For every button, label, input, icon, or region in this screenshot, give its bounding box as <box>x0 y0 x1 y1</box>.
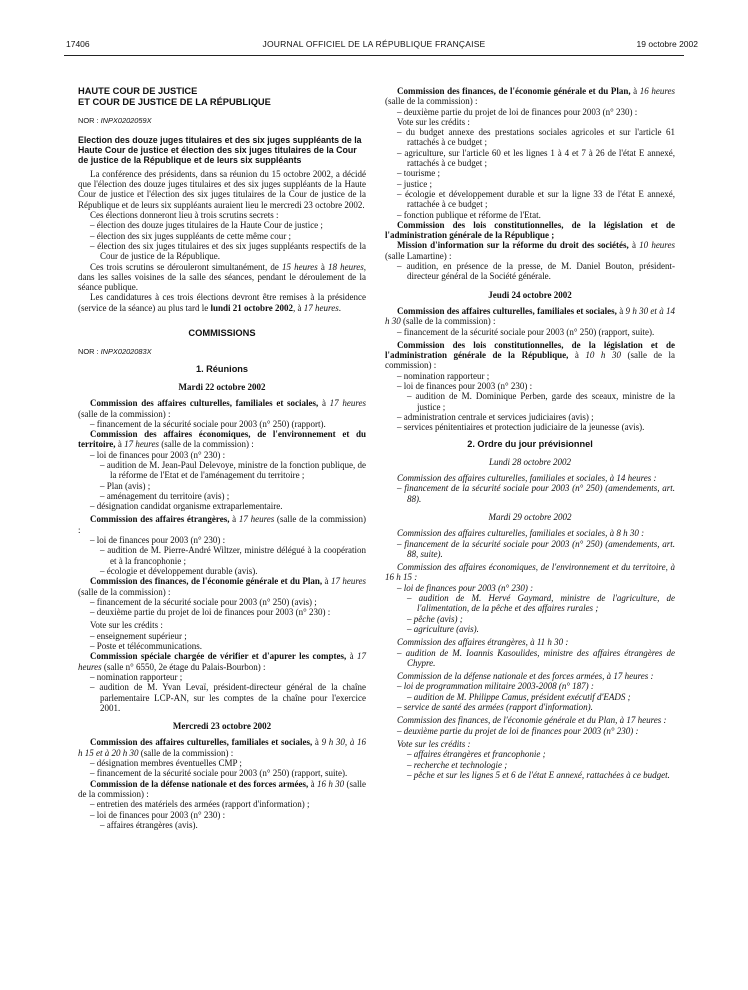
list-item: – Plan (avis) ; <box>100 480 151 491</box>
list-item: – écologie et développement durable et sur la ligne 33 de l'état E annexé, rattachée à ce budget ; <box>397 188 675 210</box>
list-item: – tourisme ; <box>397 168 440 179</box>
left-column <box>78 86 366 830</box>
vote-label: Vote sur les crédits : <box>90 620 163 631</box>
list-item: – élection des six juges titulaires et des six juges suppléants respectifs de la Cour de justice de la République. <box>90 240 366 262</box>
commission-entry: Commission des affaires culturelles, familiales et sociales, à 9 h 30 et à 14 h 30 (salle de la commission) : <box>385 305 675 327</box>
list-item: – entretien des matériels des armées (rapport d'information) ; <box>90 799 310 810</box>
list-item: – loi de finances pour 2003 (n° 230) : <box>90 809 226 820</box>
list-item: – deuxième partie du projet de loi de finances pour 2003 (n° 230) : <box>397 725 639 736</box>
commission-entry: Commission des finances, de l'économie générale et du Plan, à 17 heures : <box>397 715 667 726</box>
list-item: – fonction publique et réforme de l'Etat. <box>397 209 541 220</box>
commission-entry: Commission des affaires culturelles, familiales et sociales, à 8 h 30 : <box>397 528 645 539</box>
commission-entry: Commission des finances, de l'économie générale et du Plan, à 16 heures (salle de la commission) : <box>385 86 675 107</box>
header-rule <box>64 55 684 56</box>
list-item: – pêche et sur les lignes 5 et 6 de l'état E annexé, rattachées à ce budget. <box>407 769 670 780</box>
commissions-heading: COMMISSIONS <box>188 328 256 339</box>
list-item: – désignation candidat organisme extraparlementaire. <box>90 501 283 512</box>
commission-entry: Mission d'information sur la réforme du droit des sociétés, à 10 heures (salle Lamartine) : <box>385 240 675 261</box>
list-item: – aménagement du territoire (avis) ; <box>100 490 230 501</box>
day-heading: Mardi 29 octobre 2002 <box>488 511 572 522</box>
list-item: – affaires étrangères et francophonie ; <box>407 749 546 760</box>
paragraph: Les candidatures à ces trois élections devront être remises à la présidence (service de la séance) au plus tard le lundi 21 octobre 2002, à 17 heures. <box>78 292 366 313</box>
list-item: – désignation membres éventuelles CMP ; <box>90 758 242 769</box>
subsection-heading: 2. Ordre du jour prévisionnel <box>467 438 593 449</box>
commission-entry: Commission des affaires culturelles, familiales et sociales, à 14 heures : <box>397 473 657 484</box>
list-item: – loi de finances pour 2003 (n° 230) : <box>90 449 226 460</box>
list-item: – financement de la sécurité sociale pour 2003 (n° 250) (avis) ; <box>90 596 317 607</box>
section-heading: HAUTE COUR DE JUSTICE <box>78 86 198 96</box>
list-item: – élection des douze juges titulaires de la Haute Cour de justice ; <box>90 220 323 231</box>
commission-entry: Commission de la défense nationale et des forces armées, à 17 heures : <box>397 671 654 682</box>
paragraph: La conférence des présidents, dans sa réunion du 15 octobre 2002, a décidé que l'élection des douze juges titulaires et des six juges suppléants de la Haute Cour de justice et l'élection des six juges titulaires de la Cour de justice de la République et de leurs six suppléants auraient lieu le mercredi 23 octobre 2002. <box>78 168 366 210</box>
list-item: – administration centrale et services judiciaires (avis) ; <box>397 411 594 422</box>
list-item: – audition de M. Pierre-André Wiltzer, ministre délégué à la coopération et à la francophonie ; <box>100 545 366 566</box>
list-item: – recherche et technologie ; <box>407 759 508 770</box>
vote-label: Vote sur les crédits : <box>397 738 471 749</box>
list-item: – audition de M. Yvan Levaï, président-directeur général de la chaîne parlementaire LCP-AN, sur les comptes de la chaîne pour l'exercice 2001. <box>90 682 366 713</box>
journal-title: JOURNAL OFFICIEL DE LA RÉPUBLIQUE FRANÇAISE <box>262 39 486 49</box>
paragraph: Ces élections donneront lieu à trois scrutins secrets : <box>90 210 279 221</box>
page-number: 17406 <box>66 39 90 49</box>
day-heading: Lundi 28 octobre 2002 <box>489 456 571 467</box>
list-item: – pêche (avis) ; <box>407 613 463 624</box>
list-item: – loi de finances pour 2003 (n° 230) : <box>397 582 534 593</box>
vote-label: Vote sur les crédits : <box>397 116 470 127</box>
day-heading: Mercredi 23 octobre 2002 <box>172 721 272 732</box>
list-item: – écologie et développement durable (avis). <box>100 565 258 576</box>
list-item: – services pénitentiaires et protection judiciaire de la jeunesse (avis). <box>397 422 645 433</box>
subsection-heading: 1. Réunions <box>195 363 249 374</box>
commission-entry: Commission des affaires économiques, de l'environnement et du territoire, à 17 heures (salle de la commission) : <box>78 429 366 450</box>
list-item: – nomination rapporteur ; <box>90 671 183 682</box>
list-item: – nomination rapporteur ; <box>397 370 490 381</box>
article-title: Election des douze juges titulaires et des six juges suppléants de la Haute Cour de justice et élection des six juges titulaires de la Cour de justice de la République et de leurs six suppléants <box>78 135 362 166</box>
day-heading: Mardi 22 octobre 2002 <box>178 381 266 392</box>
commission-entry: Commission spéciale chargée de vérifier et d'apurer les comptes, à 17 heures (salle n° 6550, 2e étage du Palais-Bourbon) : <box>78 651 367 672</box>
commission-entry: Commission des affaires étrangères, à 11 h 30 : <box>397 637 569 648</box>
page-header <box>0 39 748 53</box>
list-item: – loi de finances pour 2003 (n° 230) : <box>90 535 226 546</box>
list-item: – justice ; <box>397 178 432 189</box>
commission-entry: Commission de la défense nationale et des forces armées, à 16 h 30 (salle de la commission) : <box>78 778 367 799</box>
commission-entry: Commission des affaires culturelles, familiales et sociales, à 9 h 30, à 16 h 15 et à 20 h 30 (salle de la commission) : <box>78 737 367 758</box>
commission-entry: Commission des lois constitutionnelles, de la législation et de l'administration générale de la République ; <box>385 219 675 241</box>
day-heading: Jeudi 24 octobre 2002 <box>488 289 572 300</box>
list-item: – loi de finances pour 2003 (n° 230) : <box>397 381 533 392</box>
commission-entry: Commission des finances, de l'économie générale et du Plan, à 17 heures (salle de la commission) : <box>78 576 366 597</box>
list-item: – audition de M. Philippe Camus, président exécutif d'EADS ; <box>407 691 631 702</box>
commission-entry: Commission des lois constitutionnelles, de la législation et de l'administration générale de la République, à 10 h 30 (salle de la commission) : <box>385 339 676 371</box>
list-item: – audition, en présence de la presse, de M. Daniel Bouton, président-directeur général de la Société générale. <box>397 261 675 282</box>
list-item: – deuxième partie du projet de loi de finances pour 2003 (n° 230) : <box>397 106 638 117</box>
list-item: – loi de programmation militaire 2003-2008 (n° 187) : <box>397 681 594 692</box>
list-item: – financement de la sécurité sociale pour 2003 (n° 250) (amendements, art. 88). <box>397 483 675 504</box>
list-item: – élection des six juges suppléants de cette même cour ; <box>90 230 291 241</box>
paragraph: Ces trois scrutins se dérouleront simultanément, de 15 heures à 18 heures, dans les salles voisines de la salle des séances, pendant le déroulement de la séance publique. <box>78 261 367 293</box>
list-item: – audition de M. Jean-Paul Delevoye, ministre de la fonction publique, de la réforme de l'Etat et de l'aménagement du territoire ; <box>100 460 366 481</box>
commission-entry: Commission des affaires économiques, de l'environnement et du territoire, à 16 h 15 : <box>385 562 675 583</box>
list-item: – financement de la sécurité sociale pour 2003 (n° 250) (rapport, suite). <box>397 326 655 337</box>
list-item: – financement de la sécurité sociale pour 2003 (n° 250) (amendements, art. 88, suite). <box>397 538 675 559</box>
list-item: – affaires étrangères (avis). <box>100 819 198 830</box>
section-heading-2: ET COUR DE JUSTICE DE LA RÉPUBLIQUE <box>78 96 271 107</box>
list-item: – service de santé des armées (rapport d'information). <box>397 702 593 713</box>
nor-reference: NOR : INPX0202083X <box>78 347 152 357</box>
list-item: – agriculture, sur l'article 60 et les lignes 1 à 4 et 7 à 26 de l'état E annexé, rattachés à ce budget ; <box>397 147 675 169</box>
list-item: – enseignement supérieur ; <box>90 630 187 641</box>
commission-entry: Commission des affaires étrangères, à 17 heures (salle de la commission) : <box>78 514 366 535</box>
list-item: – audition de M. Hervé Gaymard, ministre de l'agriculture, de l'alimentation, de la pêche et des affaires rurales ; <box>407 593 675 614</box>
commission-entry: Commission des affaires culturelles, familiales et sociales, à 17 heures (salle de la commission) : <box>78 398 366 419</box>
right-column <box>385 86 675 780</box>
list-item: – audition de M. Ioannis Kasoulides, ministre des affaires étrangères de Chypre. <box>397 647 675 668</box>
issue-date: 19 octobre 2002 <box>636 39 698 49</box>
nor-reference: NOR : INPX0202059X <box>78 116 152 126</box>
list-item: – deuxième partie du projet de loi de finances pour 2003 (n° 230) : <box>90 607 331 618</box>
list-item: – Poste et télécommunications. <box>90 641 202 652</box>
list-item: – financement de la sécurité sociale pour 2003 (n° 250) (rapport, suite). <box>90 768 348 779</box>
list-item: – audition de M. Dominique Perben, garde des sceaux, ministre de la justice ; <box>407 391 675 412</box>
list-item: – financement de la sécurité sociale pour 2003 (n° 250) (rapport). <box>90 418 326 429</box>
list-item: – agriculture (avis). <box>407 623 479 634</box>
list-item: – du budget annexe des prestations sociales agricoles et sur l'article 61 rattachés à ce budget ; <box>397 127 675 148</box>
